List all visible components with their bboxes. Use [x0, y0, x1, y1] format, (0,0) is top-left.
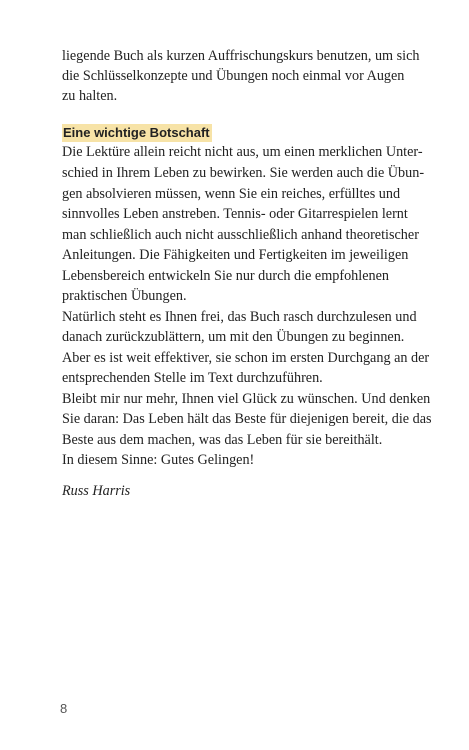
- body-line-5: man schließlich auch nicht ausschließlich anhand theoretischer: [62, 227, 419, 243]
- body-line-2: schied in Ihrem Leben zu bewirken. Sie werden auch die Übun-: [62, 165, 425, 181]
- section-heading: Eine wichtige Botschaft: [63, 125, 210, 140]
- intro-line-3: zu halten.: [62, 88, 118, 104]
- body-line-10: danach zurückzublättern, um mit den Übungen zu beginnen.: [62, 329, 405, 345]
- body-line-7: Lebensbereich entwickeln Sie nur durch die empfohlenen: [62, 268, 389, 284]
- body-line-1: Die Lektüre allein reicht nicht aus, um einen merklichen Unter-: [62, 144, 423, 160]
- body-line-8: praktischen Übungen.: [62, 288, 187, 304]
- page-number: 8: [60, 701, 68, 716]
- body-line-13: Bleibt mir nur mehr, Ihnen viel Glück zu wünschen. Und denken: [62, 391, 431, 407]
- body-line-14: Sie daran: Das Leben hält das Beste für diejenigen bereit, die das: [62, 411, 432, 427]
- body-line-16: In diesem Sinne: Gutes Gelingen!: [62, 452, 255, 468]
- body-line-4: sinnvolles Leben anstreben. Tennis- oder Gitarrespielen lernt: [62, 206, 408, 222]
- body-line-6: Anleitungen. Die Fähigkeiten und Fertigkeiten im jeweiligen: [62, 247, 409, 263]
- intro-line-1: liegende Buch als kurzen Auffrischungskurs benutzen, um sich: [62, 48, 420, 64]
- body-line-15: Beste aus dem machen, was das Leben für sie bereithält.: [62, 432, 383, 448]
- body-line-11: Aber es ist weit effektiver, sie schon im ersten Durchgang an der: [62, 350, 430, 366]
- body-line-9: Natürlich steht es Ihnen frei, das Buch rasch durchzulesen und: [62, 309, 417, 325]
- body-line-3: gen absolvieren müssen, wenn Sie ein reiches, erfülltes und: [62, 186, 401, 202]
- author-signature: Russ Harris: [62, 483, 131, 499]
- body-line-12: entsprechenden Stelle im Text durchzuführen.: [62, 370, 323, 386]
- intro-line-2: die Schlüsselkonzepte und Übungen noch einmal vor Augen: [62, 68, 405, 84]
